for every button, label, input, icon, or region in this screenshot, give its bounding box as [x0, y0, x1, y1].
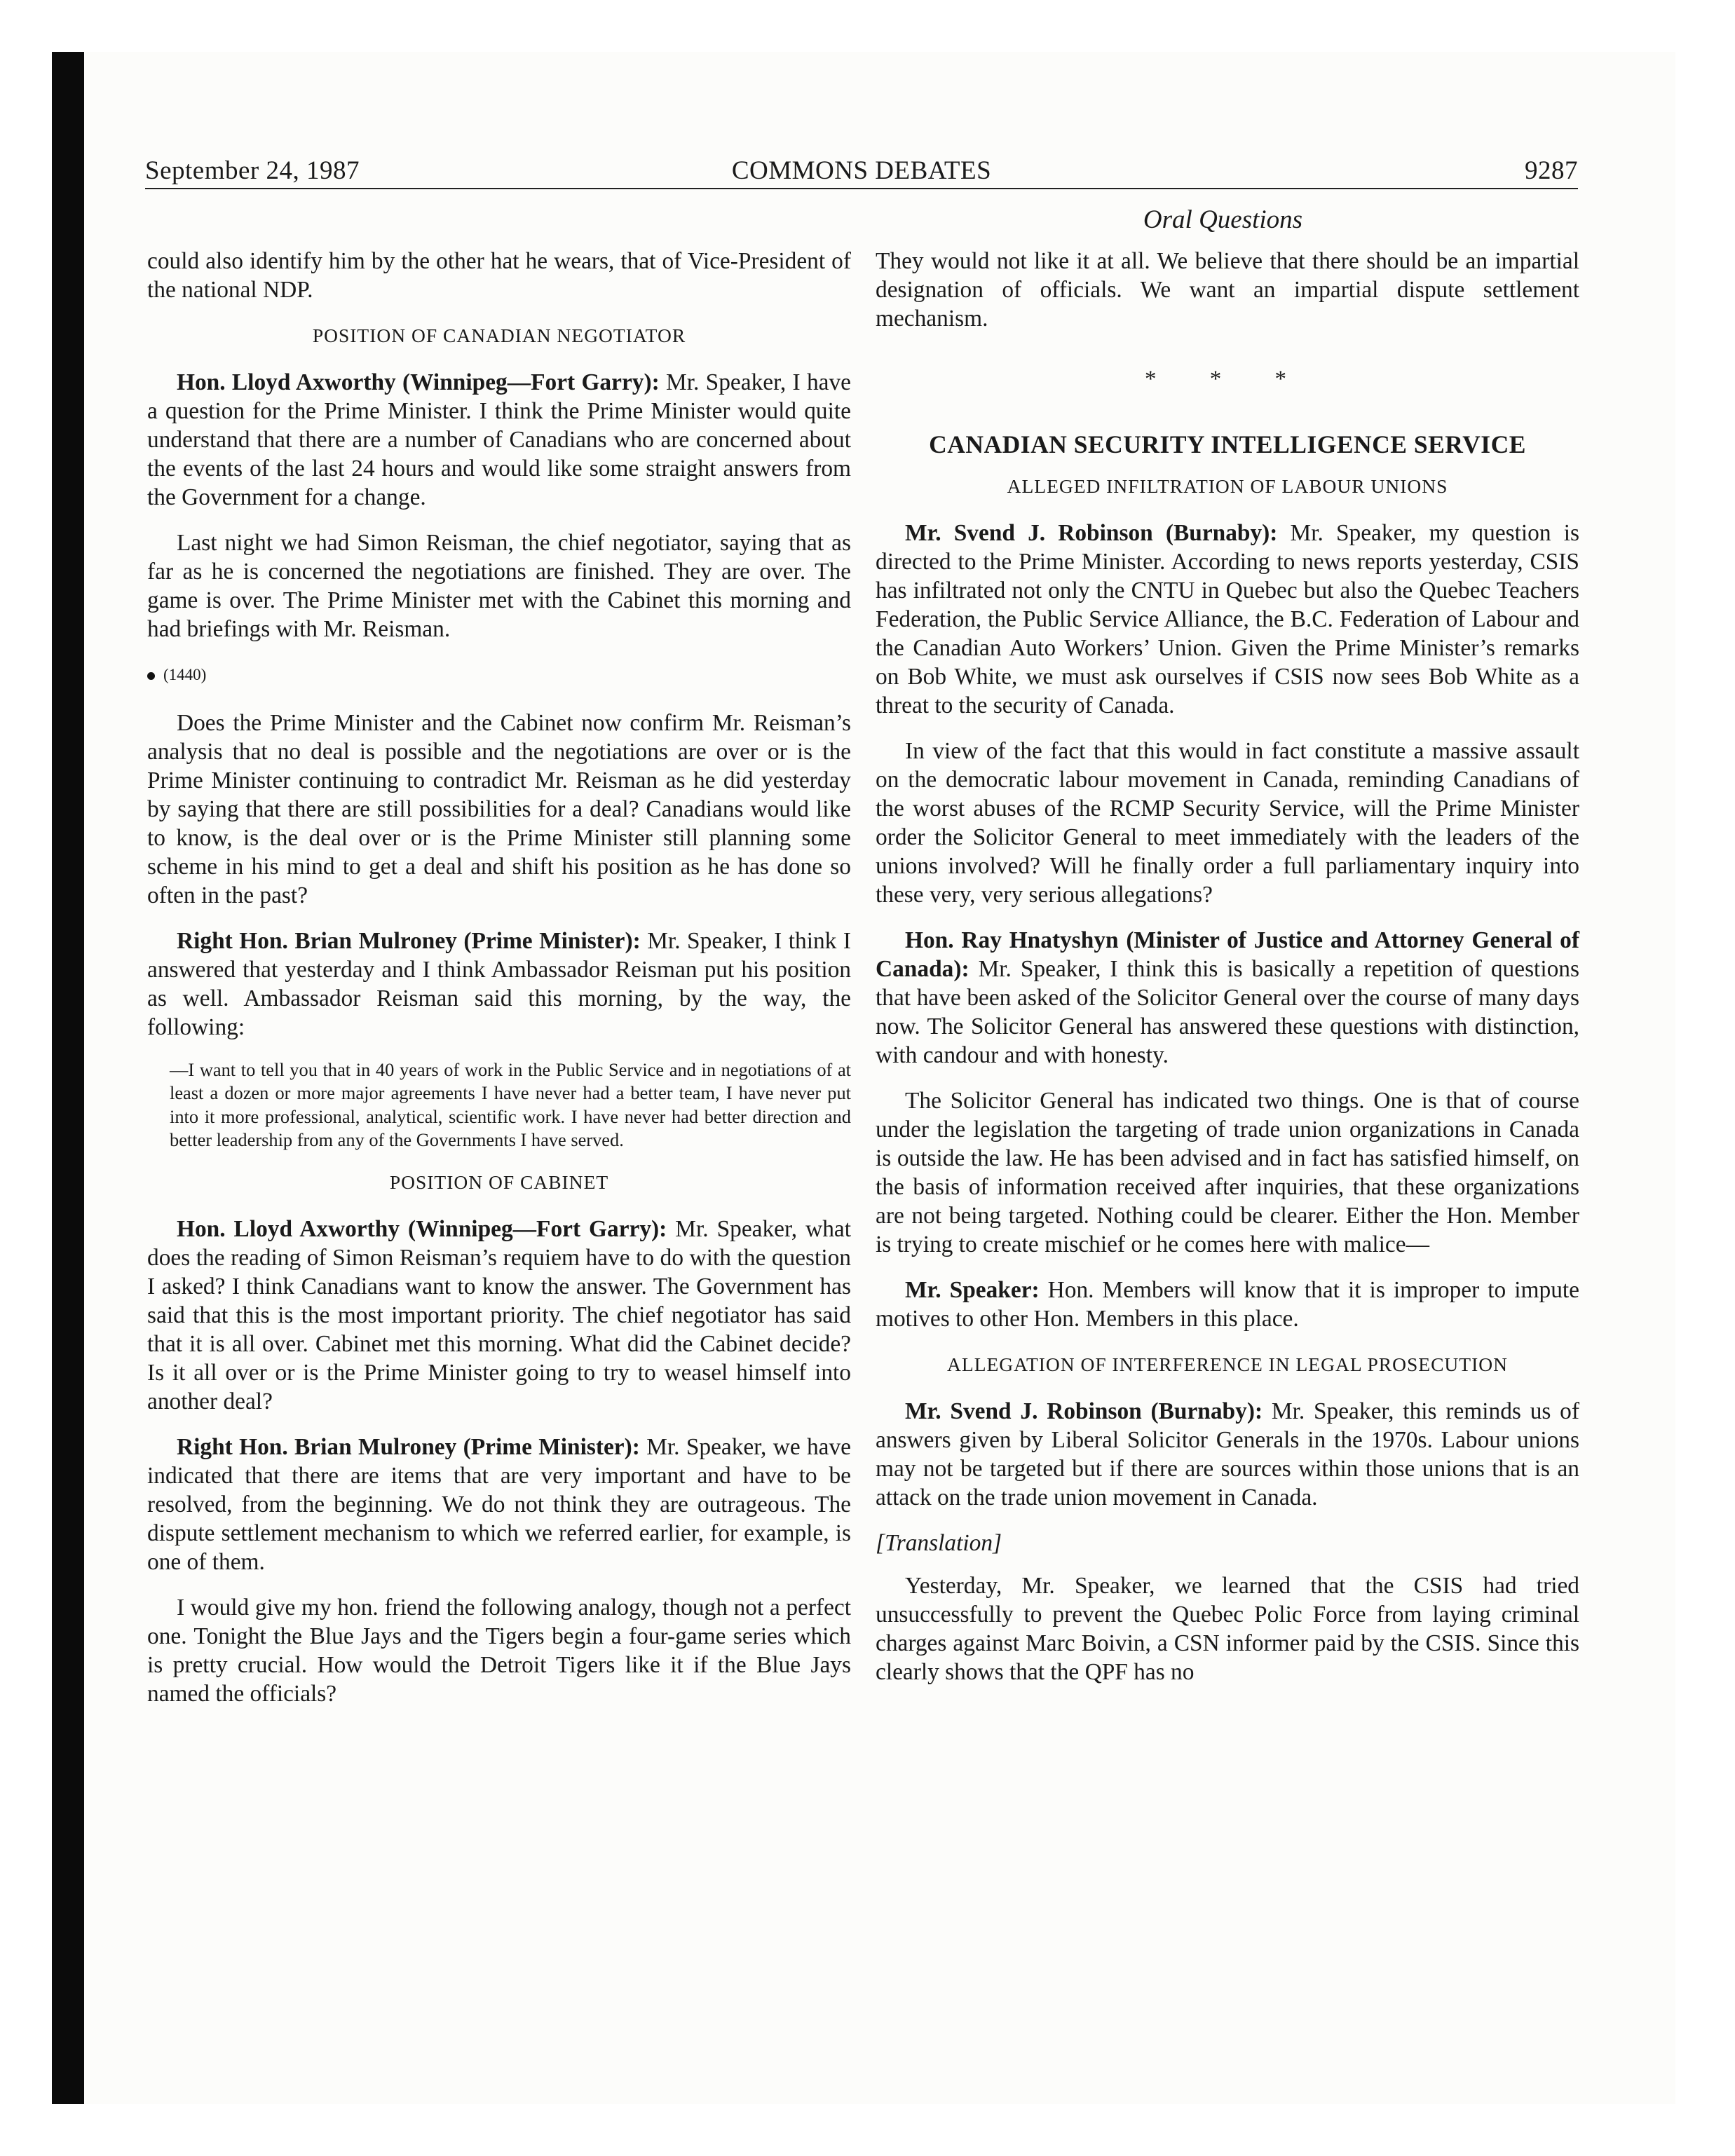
speech-text: Mr. Speaker, I think this is basically a repetition of questions that have been asked of the Solicitor General over the course of many days now. The Solicitor General has answered these questions with distinction, with candour and with honesty.: [876, 956, 1579, 1068]
scan-edge-bar: [52, 52, 84, 2104]
paragraph: In view of the fact that this would in fact constitute a massive assault on the democratic labour movement in Canada, reminding Canadians of the worst abuses of the RCMP Security Service, will the Prime Minister order the Solicitor General to meet immediately with the leaders of the unions involved? Will he finally order a full parliamentary inquiry into these very, very serious allegations?: [876, 738, 1579, 908]
paragraph: [147, 368, 851, 512]
speaker-name: Hon. Lloyd Axworthy (Winnipeg—Fort Garry):: [177, 1215, 667, 1242]
speaker-name: Right Hon. Brian Mulroney (Prime Minister):: [177, 1433, 640, 1460]
paragraph: [876, 1397, 1579, 1512]
paragraph: [876, 1276, 1579, 1333]
speaker-name: Mr. Svend J. Robinson (Burnaby):: [905, 520, 1278, 546]
subheading: ALLEGED INFILTRATION OF LABOUR UNIONS: [1007, 475, 1448, 497]
speaker-name: Mr. Speaker:: [905, 1277, 1040, 1303]
time-marker-text: (1440): [163, 666, 207, 683]
left-column: [147, 247, 851, 1725]
header-date: September 24, 1987: [145, 156, 360, 185]
speech-text: Mr. Speaker, we have indicated that there are items that are very important and have to be resolved, from the beginning. We do not think they are outrageous. The dispute settlement mechanism to which we referred earlier, for example, is one of them.: [147, 1433, 851, 1575]
paragraph: Does the Prime Minister and the Cabinet now confirm Mr. Reisman’s analysis that no deal is possible and the negotiations are over or is the Prime Minister continuing to contradict Mr. Reisman as he did yesterday by saying that there are still possibilities for a deal? Canadians would like to know, is the deal over or is the Prime Minister still planning some scheme in his mind to get a deal and shift his position as he has done so often in the past?: [147, 710, 851, 908]
speech-text: Mr. Speaker, I think I answered that yesterday and I think Ambassador Reisman put his position as well. Ambassador Reisman said this morning, by the way, the following:: [147, 928, 851, 1040]
speech-text: Mr. Speaker, this reminds us of answers given by Liberal Solicitor Generals in the 1970s. Labour unions may not be targeted but if there are sources within those unions that is an attack on the trade union movement in Canada.: [876, 1398, 1579, 1510]
speech-text: Mr. Speaker, what does the reading of Simon Reisman’s requiem have to do with the question I asked? I think Canadians want to know the answer. The Government has said that this is the most important priority. The chief negotiator has said that it is all over. Cabinet met this morning. What did the Cabinet decide? Is it all over or is the Prime Minister going to try to weasel himself into another deal?: [147, 1215, 851, 1414]
paragraph: I would give my hon. friend the following analogy, though not a perfect one. Tonight the Blue Jays and the Tigers begin a four-game series which is pretty crucial. How would the Detroit Tigers like it if the Blue Jays named the officials?: [147, 1594, 851, 1707]
page-header: [145, 156, 1578, 189]
header-page-number: 9287: [1525, 156, 1578, 185]
paragraph: [147, 1433, 851, 1576]
speaker-name: Hon. Lloyd Axworthy (Winnipeg—Fort Garry):: [177, 369, 660, 395]
header-rule: [145, 188, 1578, 189]
paragraph: The Solicitor General has indicated two things. One is that of course under the legislation the targeting of trade union organizations in Canada is outside the law. He has been advised and in fact has satisfied himself, on the basis of information received after inquiries, that these organizations are not being targeted. Nothing could be clearer. Either the Hon. Member is trying to create mischief or he comes here with malice—: [876, 1088, 1579, 1257]
paragraph: [147, 1215, 851, 1416]
speaker-name: Right Hon. Brian Mulroney (Prime Minister):: [177, 928, 641, 954]
section-title: CANADIAN SECURITY INTELLIGENCE SERVICE: [929, 430, 1526, 458]
speech-text: Hon. Members will know that it is improper to impute motives to other Hon. Members in this place.: [876, 1277, 1579, 1332]
block-quote: —I want to tell you that in 40 years of work in the Public Service and in negotiations of at least a dozen or more major agreements I have never had a better team, I have never put into it more professional, analytical, scientific work. I have never had better direction and better leadership from any of the Governments I have served.: [170, 1059, 851, 1151]
speech-text: Mr. Speaker, my question is directed to the Prime Minister. According to news reports yesterday, CSIS has infiltrated not only the CNTU in Quebec but also the Quebec Teachers Federation, the Public Service Alliance, the B.C. Federation of Labour and the Canadian Auto Workers’ Union. Given the Prime Minister’s remarks on Bob White, we must ask ourselves if CSIS now sees Bob White as a threat to the security of Canada.: [876, 520, 1579, 718]
subheading: ALLEGATION OF INTERFERENCE IN LEGAL PROSECUTION: [947, 1353, 1508, 1375]
translation-note: [Translation]: [876, 1530, 1002, 1556]
bullet-icon: [147, 672, 155, 680]
subheading: POSITION OF CANADIAN NEGOTIATOR: [312, 325, 686, 346]
speech-text: Mr. Speaker, I have a question for the Prime Minister. I think the Prime Minister would quite understand that there are a number of Canadians who are concerned about the events of the last 24 hours and would like some straight answers from the Government for a change.: [147, 369, 851, 510]
header-publication: COMMONS DEBATES: [731, 156, 992, 185]
time-marker: [147, 660, 851, 689]
paragraph: [876, 926, 1579, 1070]
paragraph: They would not like it at all. We believe that there should be an impartial designation of officials. We want an impartial dispute settlement mechanism.: [876, 248, 1579, 332]
section-separator: * * *: [1145, 367, 1310, 392]
speaker-name: Hon. Ray Hnatyshyn (Minister of Justice and Attorney General of Canada):: [876, 927, 1579, 982]
paragraph: could also identify him by the other hat he wears, that of Vice-President of the national NDP.: [147, 248, 851, 303]
paragraph: Yesterday, Mr. Speaker, we learned that the CSIS had tried unsuccessfully to prevent the Quebec Polic Force from laying criminal charges against Marc Boivin, a CSN informer paid by the CSIS. Since this clearly shows that the QPF has no: [876, 1573, 1579, 1685]
paragraph: Last night we had Simon Reisman, the chief negotiator, saying that as far as he is concerned the negotiations are finished. They are over. The game is over. The Prime Minister met with the Cabinet this morning and had briefings with Mr. Reisman.: [147, 530, 851, 642]
paragraph: [147, 927, 851, 1042]
paragraph: [876, 519, 1579, 720]
running-title: Oral Questions: [1143, 205, 1303, 234]
speaker-name: Mr. Svend J. Robinson (Burnaby):: [905, 1398, 1263, 1424]
subheading: POSITION OF CABINET: [389, 1171, 609, 1193]
right-column: [876, 247, 1579, 1703]
